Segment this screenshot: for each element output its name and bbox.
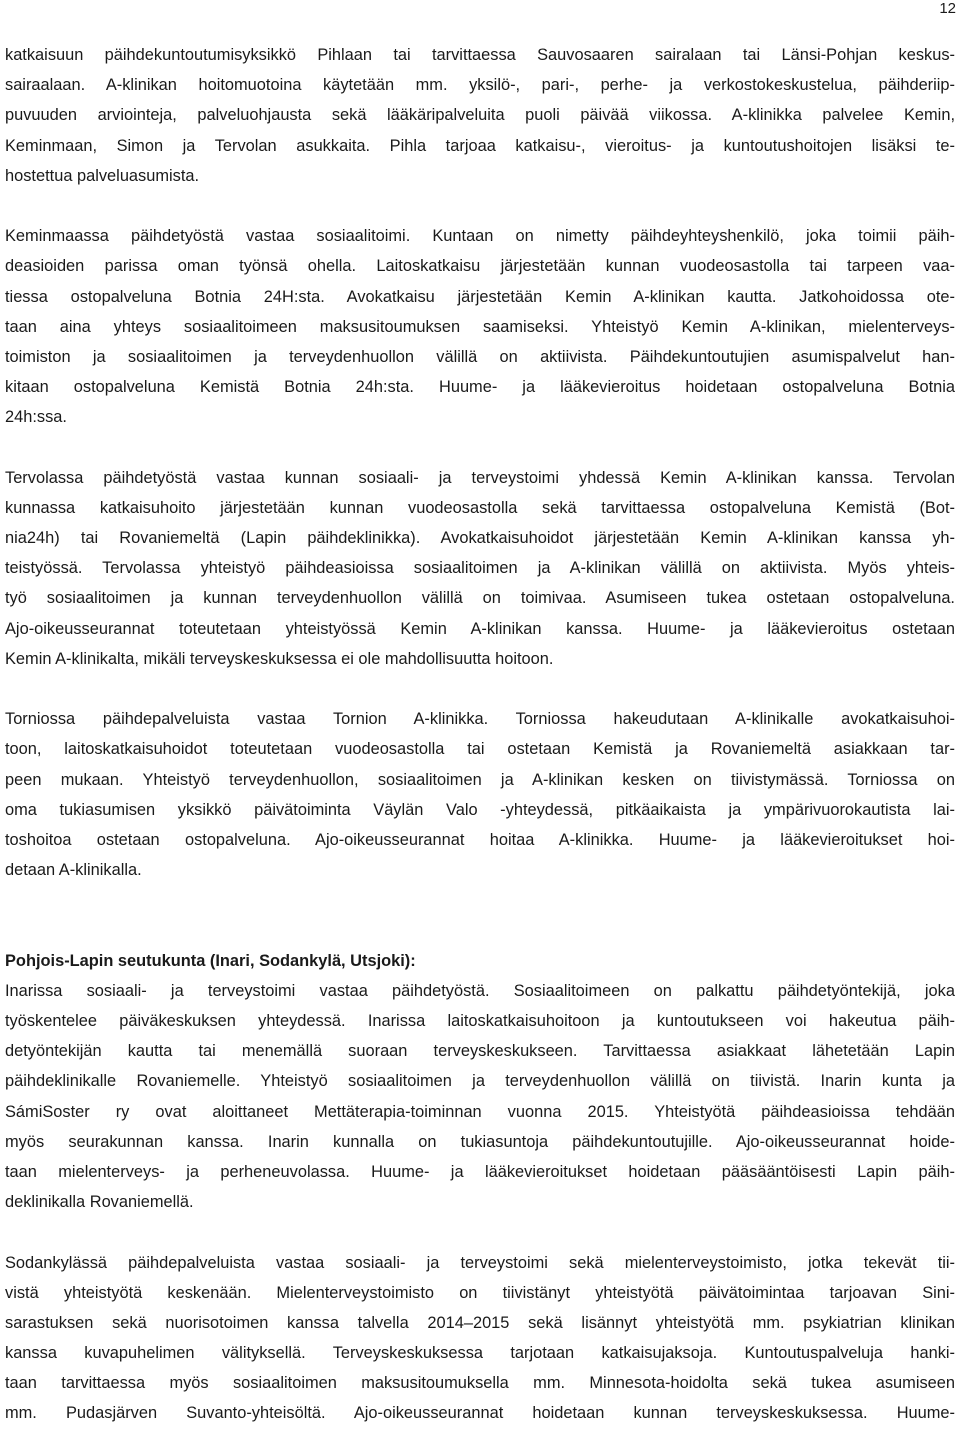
document-body [5, 40, 955, 1429]
text-line: kanssa kuvapuhelimen välityksellä. Terveyskeskuksessa tarjotaan katkaisujaksoja. Kuntoutuspalveluja hanki- [5, 1344, 955, 1363]
text-line: Keminmaassa päihdetyöstä vastaa sosiaalitoimi. Kuntaan on nimetty päihdeyhteyshenkilö, joka toimii päih- [5, 227, 955, 246]
text-line: mm. Pudasjärven Suvanto-yhteisöltä. Ajo-oikeusseurannat hoidetaan kunnan terveyskeskuksessa. Huume- [5, 1404, 955, 1423]
text-line: Ajo-oikeusseurannat toteutetaan yhteistyössä Kemin A-klinikan kanssa. Huume- ja lääkevieroitus ostetaan [5, 619, 955, 638]
text-line: Tervolassa päihdetyöstä vastaa kunnan sosiaali- ja terveystoimi yhdessä Kemin A-klinikan kanssa. Tervolan [5, 468, 955, 487]
text-line: sairaalaan. A-klinikan hoitomuotoina käytetään mm. yksilö-, pari-, perhe- ja verkostokeskustelua, päihderiip- [5, 76, 955, 95]
text-line: taan mielenterveys- ja perheneuvolassa. Huume- ja lääkevieroitukset hoidetaan pääsääntöisesti Lapin päih- [5, 1162, 955, 1181]
text-line: oma tukiasumisen yksikkö päivätoiminta Väylän Valo -yhteydessä, pitkäaikaista ja ympärivuorokautista lai- [5, 800, 955, 819]
paragraph-spacer [5, 191, 955, 221]
paragraph-inari [5, 946, 955, 1218]
text-line: Torniossa päihdepalveluista vastaa Tornion A-klinikka. Torniossa hakeudutaan A-klinikalle avokatkaisuhoi- [5, 710, 955, 729]
text-line: toimiston ja sosiaalitoimen ja terveydenhuollon välillä on aktiivista. Päihdekuntoutujien asumispalvelut han- [5, 347, 955, 366]
text-line: katkaisuun päihdekuntoutumisyksikkö Pihlaan tai tarvittaessa Sauvosaaren sairalaan tai Länsi-Pohjan keskus- [5, 46, 955, 64]
section-spacer [5, 885, 955, 945]
text-line: taan aina yhteys sosiaalitoimeen maksusitoumuksen saamiseksi. Yhteistyö Kemin A-klinikan, mielenterveys- [5, 317, 955, 336]
text-line: hostettua palveluasumista. [5, 166, 200, 185]
text-line: SámiSoster ry ovat aloittaneet Mettäterapia-toiminnan vuonna 2015. Yhteistyötä päihdeasioissa tehdään [5, 1102, 955, 1121]
text-line: Keminmaan, Simon ja Tervolan asukkaita. Pihla tarjoaa katkaisu-, vieroitus- ja kuntoutushoitojen lisäksi te- [5, 136, 955, 155]
text-line: 24h:ssa. [5, 408, 67, 427]
text-line: peen mukaan. Yhteistyö terveydenhuollon, sosiaalitoimen ja A-klinikan kesken on tiivistymässä. Torniossa on [5, 770, 955, 789]
paragraph-spacer [5, 1217, 955, 1247]
paragraph-sodankyla [5, 1248, 955, 1429]
text-line: nia24h) tai Rovaniemeltä (Lapin päihdeklinikka). Avokatkaisuhoidot järjestetään Kemin A-klinikan kanssa yh- [5, 529, 955, 547]
text-line: päihdeklinikalle Rovaniemelle. Yhteistyö sosiaalitoimen ja terveydenhuollon välillä on tiivistä. Inarin kunta ja [5, 1072, 955, 1091]
text-line: deklinikalla Rovaniemellä. [5, 1193, 194, 1212]
text-line: kitaan ostopalveluna Kemistä Botnia 24h:sta. Huume- ja lääkevieroitus hoidetaan ostopalveluna Botnia [5, 378, 955, 397]
section-heading: Pohjois-Lapin seutukunta (Inari, Sodankylä, Utsjoki): [5, 951, 416, 970]
page-number: 12 [939, 0, 956, 17]
text-line: taan tarvittaessa myös sosiaalitoimen maksusitoumuksella mm. Minnesota-hoidolta sekä tukea asumiseen [5, 1374, 955, 1393]
text-line: Sodankylässä päihdepalveluista vastaa sosiaali- ja terveystoimi sekä mielenterveystoimisto, jotka tekevät tii- [5, 1253, 955, 1272]
text-line: toon, laitoskatkaisuhoidot toteutetaan vuodeosastolla tai ostetaan Kemistä ja Rovaniemeltä asiakkaan tar- [5, 740, 955, 759]
text-line: sarastuksen sekä nuorisotoimen kanssa talvella 2014–2015 sekä lisännyt yhteistyötä mm. psykiatrian klinikan [5, 1313, 955, 1332]
text-line: tiessa ostopalveluna Botnia 24H:sta. Avokatkaisu järjestetään Kemin A-klinikan kautta. Jatkohoidossa ote- [5, 287, 955, 306]
text-line: detaan A-klinikalla. [5, 861, 142, 880]
text-line: deasioiden parissa oman työnsä ohella. Laitoskatkaisu järjestetään kunnan vuodeosastolla tai tarpeen vaa- [5, 257, 955, 276]
text-line: työskentelee päiväkeskuksen yhteydessä. Inarissa laitoskatkaisuhoitoon ja kuntoutukseen voi hakeutua päih- [5, 1012, 955, 1031]
paragraph-a-klinikka-kemi [5, 40, 955, 191]
text-line: vistä yhteistyötä keskenään. Mielenterveystoimisto on tiivistänyt yhteistyötä päivätoimintaa tarjoavan Sini- [5, 1283, 955, 1302]
paragraph-tervola [5, 463, 955, 674]
text-line: detyöntekijän kautta tai menemällä suoraan terveyskeskukseen. Tarvittaessa asiakkaat lähetetään Lapin [5, 1042, 955, 1061]
text-line: teistyössä. Tervolassa yhteistyö päihdeasioissa sosiaalitoimen ja A-klinikan välillä on aktiivista. Myös yhteis- [5, 559, 955, 578]
paragraph-keminmaa [5, 221, 955, 432]
paragraph-tornio [5, 704, 955, 885]
text-line: puvuuden arviointeja, palveluohjausta sekä lääkäripalveluita puoli päivää viikossa. A-klinikka palvelee Kemin, [5, 106, 955, 125]
text-line: työ sosiaalitoimen ja kunnan terveydenhuollon välillä on toimivaa. Asumiseen tukea ostetaan ostopalveluna. [5, 589, 955, 608]
text-line: myös seurakunnan kanssa. Inarin kunnalla on tukiasuntoja päihdekuntoutujille. Ajo-oikeusseurannat hoide- [5, 1132, 955, 1151]
text-line: toshoitoa ostetaan ostopalveluna. Ajo-oikeusseurannat hoitaa A-klinikka. Huume- ja lääkevieroitukset hoi- [5, 830, 955, 849]
paragraph-spacer [5, 432, 955, 462]
text-line: Inarissa sosiaali- ja terveystoimi vastaa päihdetyöstä. Sosiaalitoimeen on palkattu päihdetyöntekijä, joka [5, 981, 955, 1000]
text-line: Kemin A-klinikalta, mikäli terveyskeskuksessa ei ole mahdollisuutta hoitoon. [5, 649, 554, 668]
paragraph-spacer [5, 674, 955, 704]
text-line: kunnassa katkaisuhoito järjestetään kunnan vuodeosastolla sekä tarvittaessa ostopalveluna Kemistä (Bot- [5, 498, 955, 517]
